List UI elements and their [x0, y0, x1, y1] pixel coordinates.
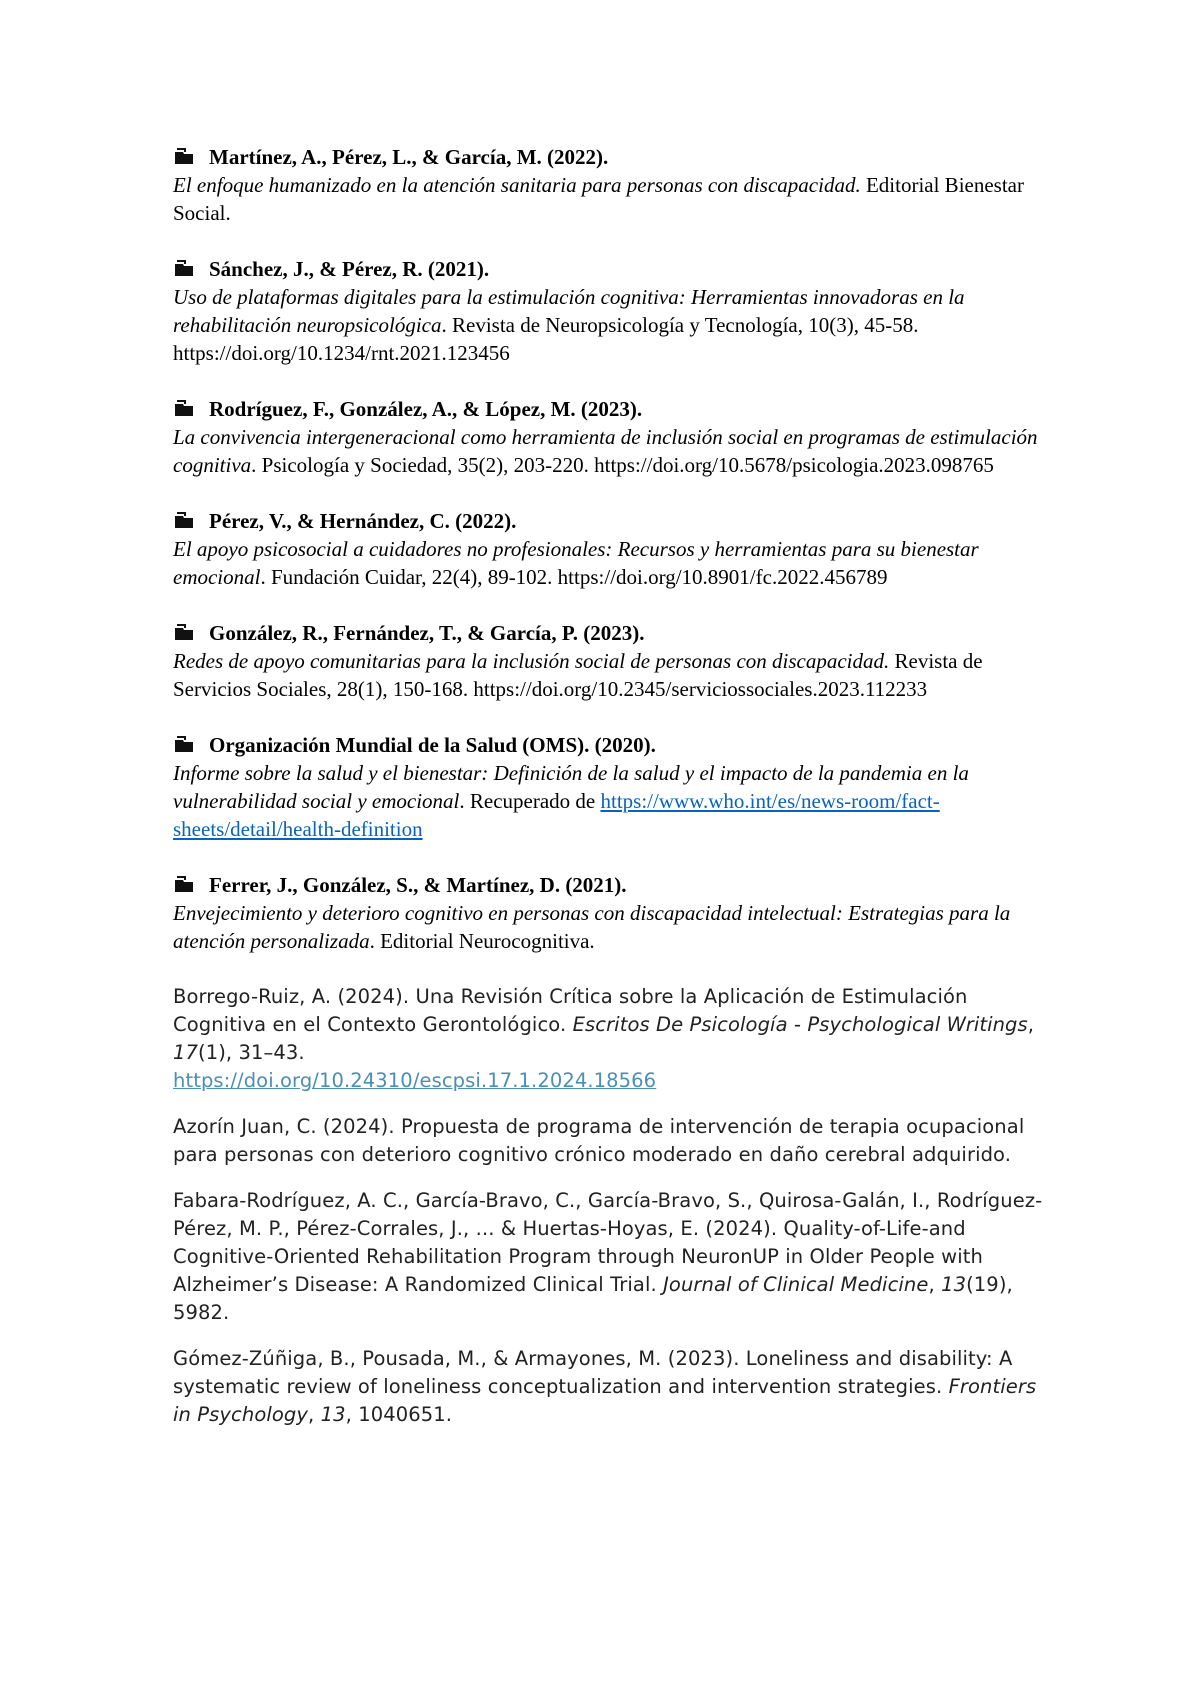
reference-authors: Pérez, V., & Hernández, C. (2022).: [209, 509, 517, 533]
journal-name: Escritos De Psicología - Psychological Writings: [572, 1013, 1028, 1036]
reference-entry: Gómez-Zúñiga, B., Pousada, M., & Armayones, M. (2023). Loneliness and disability: A systematic review of loneliness conceptualization and intervention strategies. Frontiers in Psychology, 13, 1040651.: [173, 1347, 1037, 1426]
book-icon: [173, 512, 195, 530]
book-icon: [173, 148, 195, 166]
reference-authors: Rodríguez, F., González, A., & López, M. (2023).: [209, 397, 643, 421]
reference-authors: Ferrer, J., González, S., & Martínez, D. (2021).: [209, 873, 627, 897]
reference-source: . Psicología y Sociedad, 35(2), 203-220. https://doi.org/10.5678/psicologia.2023.098765: [251, 453, 994, 477]
reference-text: Fabara-Rodríguez, A. C., García-Bravo, C., García-Bravo, S., Quirosa-Galán, I., Rodríguez-Pérez, M. P., Pérez-Corrales, J., ... & Huertas-Hoyas, E. (2024). Quality-of-Life-and Cognitive-Oriented Rehabilitation Program through NeuronUP in Older People with Alzheimer’s Disease: A Randomized Clinical Trial.: [173, 1189, 1043, 1296]
reference-source: Revista de Servicios Sociales, 28(1), 150-168. https://doi.org/10.2345/serviciossociales.2023.112233: [173, 649, 983, 701]
reference-entry: [173, 255, 1053, 367]
volume: 13: [320, 1403, 346, 1426]
reference-authors: Martínez, A., Pérez, L., & García, M. (2022).: [209, 145, 609, 169]
reference-title: Informe sobre la salud y el bienestar: Definición de la salud y el impacto de la pandemia en la vulnerabilidad social y emocional: [173, 761, 969, 813]
reference-text: Gómez-Zúñiga, B., Pousada, M., & Armayones, M. (2023). Loneliness and disability: A systematic review of loneliness conceptualization and intervention strategies.: [173, 1347, 1013, 1398]
reference-title: El apoyo psicosocial a cuidadores no profesionales: Recursos y herramientas para su bienestar emocional: [173, 537, 979, 589]
reference-entry: [173, 395, 1053, 479]
reference-list: [173, 143, 1053, 1447]
reference-title: Envejecimiento y deterioro cognitivo en personas con discapacidad intelectual: Estrategias para la atención personalizada: [173, 901, 1011, 953]
volume: 13: [941, 1273, 967, 1296]
reference-title: Uso de plataformas digitales para la estimulación cognitiva: Herramientas innovadoras en la rehabilitación neuropsicológica: [173, 285, 965, 337]
reference-authors: González, R., Fernández, T., & García, P. (2023).: [209, 621, 645, 645]
book-icon: [173, 400, 195, 418]
reference-authors: Organización Mundial de la Salud (OMS). (2020).: [209, 733, 656, 757]
reference-entry: [173, 731, 1053, 843]
who-link[interactable]: https://www.who.int/es/news-room/fact-sheets/detail/health-definition: [173, 789, 940, 841]
book-icon: [173, 876, 195, 894]
doi-link[interactable]: https://doi.org/10.24310/escpsi.17.1.2024.18566: [173, 1069, 657, 1092]
reference-source: . Editorial Neurocognitiva.: [369, 929, 595, 953]
reference-entry: [173, 619, 1053, 703]
reference-source: Editorial Bienestar Social.: [173, 173, 1024, 225]
reference-title: La convivencia intergeneracional como herramienta de inclusión social en programas de estimulación cognitiva: [173, 425, 1038, 477]
reference-title: Redes de apoyo comunitarias para la inclusión social de personas con discapacidad.: [173, 649, 890, 673]
reference-text: Azorín Juan, C. (2024). Propuesta de programa de intervención de terapia ocupacional para personas con deterioro cognitivo crónico moderado en daño cerebral adquirido.: [173, 1115, 1025, 1166]
journal-name: Journal of Clinical Medicine: [663, 1273, 929, 1296]
reference-entry: [173, 871, 1053, 955]
reference-source: . Recuperado de: [459, 789, 601, 813]
reference-text: Borrego-Ruiz, A. (2024). Una Revisión Crítica sobre la Aplicación de Estimulación Cognitiva en el Contexto Gerontológico.: [173, 985, 968, 1036]
book-icon: [173, 736, 195, 754]
reference-authors: Sánchez, J., & Pérez, R. (2021).: [209, 257, 490, 281]
journal-name: Frontiers in Psychology: [173, 1375, 1037, 1426]
reference-entry: Fabara-Rodríguez, A. C., García-Bravo, C., García-Bravo, S., Quirosa-Galán, I., Rodríguez-Pérez, M. P., Pérez-Corrales, J., ... & Huertas-Hoyas, E. (2024). Quality-of-Life-and Cognitive-Oriented Rehabilitation Program through NeuronUP in Older People with Alzheimer’s Disease: A Randomized Clinical Trial. Journal of Clinical Medicine, 13(19), 5982.: [173, 1189, 1043, 1324]
volume: 17: [173, 1041, 199, 1064]
reference-entry: [173, 143, 1053, 227]
reference-source: . Revista de Neuropsicología y Tecnología, 10(3), 45-58. https://doi.org/10.1234/rnt.2021.123456: [173, 313, 919, 365]
reference-source: . Fundación Cuidar, 22(4), 89-102. https://doi.org/10.8901/fc.2022.456789: [260, 565, 888, 589]
reference-title: El enfoque humanizado en la atención sanitaria para personas con discapacidad.: [173, 173, 861, 197]
reference-entry: Borrego-Ruiz, A. (2024). Una Revisión Crítica sobre la Aplicación de Estimulación Cognitiva en el Contexto Gerontológico. Escritos De Psicología - Psychological Writings, 17(1), 31–43. https://doi.org/10.24310/escpsi.17.1.2024.18566: [173, 985, 1035, 1092]
book-icon: [173, 624, 195, 642]
book-icon: [173, 260, 195, 278]
reference-entry: [173, 507, 1053, 591]
reference-entry: [173, 1113, 1053, 1169]
